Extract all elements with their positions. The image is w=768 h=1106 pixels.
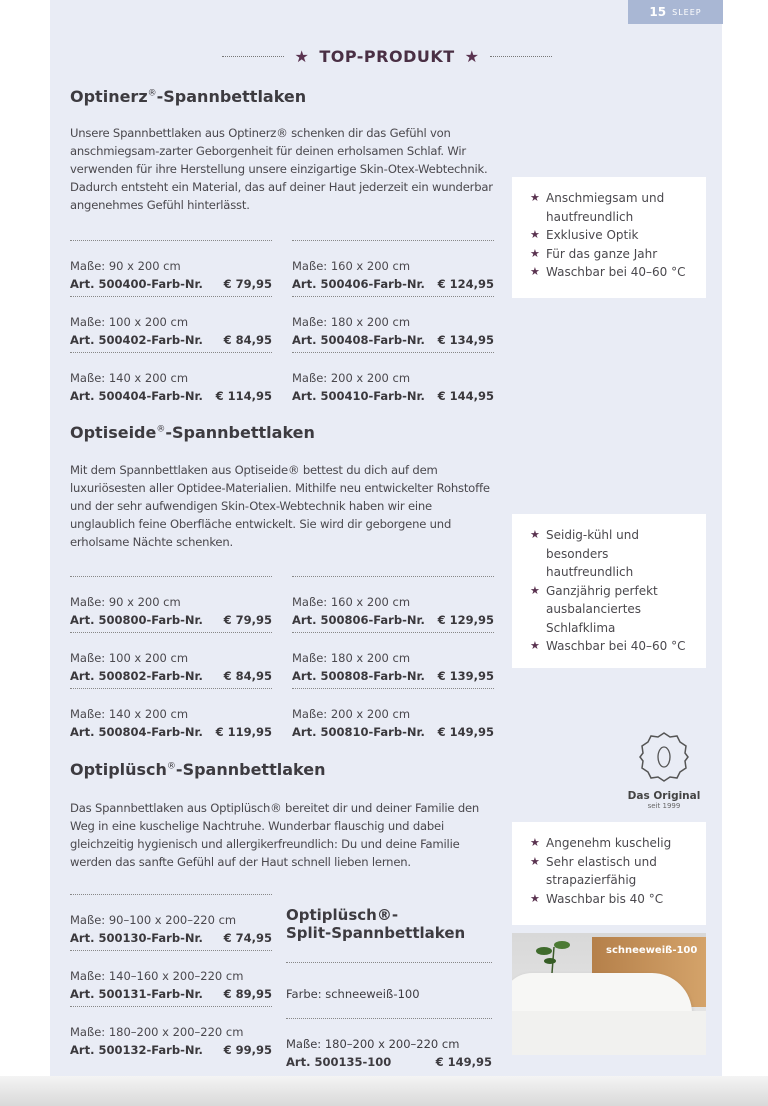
- title-text: Optinerz: [70, 87, 148, 106]
- price-row: [70, 352, 494, 408]
- feature-text: Seidig-kühl und besonders hautfreundlich: [546, 528, 639, 579]
- photo-label: schneeweiß-100: [606, 945, 698, 956]
- feature-text: Ganzjährig perfekt ausbalanciertes Schlafklima: [546, 583, 658, 635]
- star-icon: ★: [530, 265, 540, 278]
- article-number: Art. 500130-Farb-Nr.: [70, 931, 203, 945]
- article-number: Art. 500406-Farb-Nr.: [292, 277, 425, 291]
- price-row: [70, 950, 272, 1006]
- price: € 74,95: [223, 931, 272, 945]
- split-title-line1: Optiplüsch®-: [286, 906, 399, 924]
- size: Maße: 140 x 200 cm: [70, 707, 189, 721]
- size: Maße: 180 x 200 cm: [292, 651, 411, 665]
- top-product-header: [222, 47, 552, 66]
- price-table: [70, 576, 494, 744]
- price-table: [70, 240, 494, 408]
- article-number: Art. 500800-Farb-Nr.: [70, 613, 203, 627]
- feature-list: [530, 526, 696, 656]
- page-number: 15: [649, 5, 667, 19]
- size: Maße: 90 x 200 cm: [70, 595, 181, 609]
- article-line: [70, 723, 272, 741]
- price: € 119,95: [215, 725, 272, 739]
- star-icon: ★: [294, 47, 310, 66]
- feature-text: Exklusive Optik: [546, 228, 639, 242]
- price: € 79,95: [223, 613, 272, 627]
- price: € 124,95: [437, 277, 494, 291]
- price-cell: [292, 688, 494, 744]
- article-line: [292, 723, 494, 741]
- price-row: [70, 894, 272, 950]
- price-row: [70, 688, 494, 744]
- size: Maße: 90 x 200 cm: [70, 259, 181, 273]
- article-line: [70, 387, 272, 405]
- price-cell: [70, 950, 272, 1006]
- title-suffix: -Spannbettlaken: [156, 87, 307, 106]
- size: Maße: 160 x 200 cm: [292, 595, 411, 609]
- size: Maße: 100 x 200 cm: [70, 651, 189, 665]
- star-icon: ★: [530, 583, 540, 597]
- price-table: [70, 894, 272, 1062]
- price: € 139,95: [437, 669, 494, 683]
- price-row: [70, 632, 494, 688]
- original-seal: [627, 730, 701, 810]
- feature-box: [512, 822, 706, 925]
- feature-text: Für das ganze Jahr: [546, 246, 658, 261]
- star-icon: ★: [464, 47, 480, 66]
- price: € 114,95: [215, 389, 272, 403]
- article-line: [70, 929, 272, 947]
- article-number: Art. 500410-Farb-Nr.: [292, 389, 425, 403]
- price: € 134,95: [437, 333, 494, 347]
- seal-icon: [637, 730, 691, 784]
- size: Maße: 180 x 200 cm: [292, 315, 411, 329]
- size: Maße: 160 x 200 cm: [292, 259, 411, 273]
- feature-item: [530, 226, 696, 245]
- star-icon: ★: [530, 228, 540, 241]
- feature-text: Angenehm kuschelig: [546, 836, 672, 850]
- size: Maße: 140–160 x 200–220 cm: [70, 969, 244, 983]
- price-cell: [292, 296, 494, 352]
- star-icon: ★: [530, 854, 540, 868]
- split-title-line2: Split-Spannbettlaken: [286, 924, 466, 942]
- price-row: [70, 576, 494, 632]
- article-line: [292, 387, 494, 405]
- title-text: Optiseide: [70, 423, 157, 442]
- star-icon: ★: [530, 246, 540, 260]
- article-line: [70, 667, 272, 685]
- star-icon: ★: [530, 191, 540, 204]
- price: € 149,95: [437, 725, 494, 739]
- price: € 144,95: [437, 389, 494, 403]
- price-cell: [292, 632, 494, 688]
- feature-item: [530, 189, 696, 226]
- size: Maße: 180–200 x 200–220 cm: [70, 1025, 244, 1039]
- title-suffix: -Spannbettlaken: [165, 423, 315, 442]
- feature-text: Anschmiegsam und hautfreundlich: [546, 191, 665, 224]
- price-cell: [70, 632, 272, 688]
- seal-title: Das Original: [627, 790, 701, 802]
- article-number: Art. 500135-100: [286, 1055, 392, 1069]
- seal-since: seit 1999: [647, 802, 681, 810]
- plant-icon: [532, 937, 572, 973]
- title-suffix: -Spannbettlaken: [175, 760, 326, 779]
- feature-box: [512, 177, 706, 298]
- feature-item: [530, 637, 696, 656]
- price: € 89,95: [223, 987, 272, 1001]
- size: Maße: 200 x 200 cm: [292, 371, 411, 385]
- price-cell: [292, 352, 494, 408]
- article-line: [292, 331, 494, 349]
- section-name: SLEEP: [672, 7, 702, 17]
- price: € 99,95: [223, 1043, 272, 1057]
- product-title-optinerz: [70, 87, 306, 106]
- feature-text: Waschbar bei 40–60 °C: [546, 265, 686, 279]
- article-line: [70, 1041, 272, 1059]
- price: € 84,95: [223, 333, 272, 347]
- size: Maße: 140 x 200 cm: [70, 371, 189, 385]
- dotted-divider: [490, 56, 552, 57]
- feature-text: Waschbar bei 40–60 °C: [546, 639, 686, 653]
- article-line: [70, 985, 272, 1003]
- split-product-title: [286, 906, 492, 962]
- article-number: Art. 500804-Farb-Nr.: [70, 725, 203, 739]
- article-number: Art. 500131-Farb-Nr.: [70, 987, 203, 1001]
- price-cell: [70, 352, 272, 408]
- price-cell: [70, 296, 272, 352]
- star-icon: ★: [530, 836, 540, 849]
- star-icon: ★: [530, 639, 540, 652]
- article-number: Art. 500806-Farb-Nr.: [292, 613, 425, 627]
- size: Maße: 100 x 200 cm: [70, 315, 189, 329]
- feature-item: [530, 263, 696, 282]
- article-number: Art. 500404-Farb-Nr.: [70, 389, 203, 403]
- product-title-optiseide: [70, 423, 315, 442]
- split-price-cell: [286, 1018, 492, 1071]
- feature-list: [530, 189, 696, 282]
- article-number: Art. 500802-Farb-Nr.: [70, 669, 203, 683]
- registered-mark: ®: [156, 424, 166, 435]
- price-cell: [70, 688, 272, 744]
- feature-list: [530, 834, 696, 908]
- registered-mark: ®: [147, 88, 157, 99]
- article-number: Art. 500132-Farb-Nr.: [70, 1043, 203, 1057]
- product-description: Das Spannbettlaken aus Optiplüsch® bereitet dir und deiner Familie den Weg in eine kuschelige Nachtruhe. Wunderbar flauschig und dabei gleichzeitig hygienisch und allergikerfreundlich: Du und deine Familie werden das sanfte Gefühl auf der Haut schnell lieben lernen.: [70, 801, 480, 869]
- price: € 79,95: [223, 277, 272, 291]
- page-number-tab: [628, 0, 723, 24]
- article-line: [70, 275, 272, 293]
- price: € 149,95: [435, 1055, 492, 1069]
- size: Maße: 200 x 200 cm: [292, 707, 411, 721]
- split-product: [286, 906, 492, 1071]
- article-number: Art. 500400-Farb-Nr.: [70, 277, 203, 291]
- price-cell: [70, 576, 272, 632]
- size: Maße: 90–100 x 200–220 cm: [70, 913, 237, 927]
- split-color: Farbe: schneeweiß-100: [286, 962, 492, 1018]
- feature-item: [530, 245, 696, 264]
- price-row: [70, 296, 494, 352]
- feature-item: [530, 834, 696, 853]
- article-line: [292, 611, 494, 629]
- price: € 84,95: [223, 669, 272, 683]
- feature-text: Sehr elastisch und strapazierfähig: [546, 854, 657, 887]
- price-cell: [292, 240, 494, 296]
- price-cell: [70, 894, 272, 950]
- feature-item: [530, 890, 696, 909]
- registered-mark: ®: [166, 761, 176, 772]
- article-number: Art. 500810-Farb-Nr.: [292, 725, 425, 739]
- feature-item: [530, 582, 696, 638]
- feature-text: Waschbar bis 40 °C: [546, 891, 664, 906]
- article-line: [292, 275, 494, 293]
- size: Maße: 180–200 x 200–220 cm: [286, 1037, 460, 1051]
- star-icon: ★: [530, 528, 540, 541]
- article-number: Art. 500402-Farb-Nr.: [70, 333, 203, 347]
- price-cell: [70, 1006, 272, 1062]
- feature-item: [530, 526, 696, 582]
- product-description: Mit dem Spannbettlaken aus Optiseide® bettest du dich auf dem luxuriösesten aller Optidee-Materialien. Mithilfe neu entwickelter Rohstoffe und der sehr aufwendigen Skin-Otex-Webtechnik haben wir eine unglaublich feine Oberfläche entwickelt. Sie wird dir geborgene und erholsame Nächte schenken.: [70, 463, 490, 549]
- product-title-optipluesch: [70, 760, 325, 779]
- article-number: Art. 500808-Farb-Nr.: [292, 669, 425, 683]
- feature-item: [530, 853, 696, 890]
- product-photo: [512, 933, 706, 1055]
- price-row: [70, 240, 494, 296]
- bed-sheet: [512, 1011, 706, 1055]
- product-description: Unsere Spannbettlaken aus Optinerz® schenken dir das Gefühl von anschmiegsam-zarter Geborgenheit für deinen erholsamen Schlaf. Wir verwenden für ihre Herstellung unsere einzigartige Skin-Otex-Webtechnik. Dadurch entsteht ein Material, das auf deiner Haut jederzeit ein wunderbar angenehmes Gefühl hinterlässt.: [70, 126, 493, 212]
- price-cell: [292, 576, 494, 632]
- article-line: [292, 667, 494, 685]
- top-product-label: TOP-PRODUKT: [319, 47, 455, 66]
- star-icon: ★: [530, 891, 540, 905]
- feature-box: [512, 514, 706, 668]
- price-row: [70, 1006, 272, 1062]
- dotted-divider: [222, 56, 284, 57]
- article-line: [70, 331, 272, 349]
- title-text: Optiplüsch: [70, 760, 167, 779]
- price: € 129,95: [437, 613, 494, 627]
- bottom-bar: [0, 1076, 768, 1106]
- article-line: [70, 611, 272, 629]
- article-number: Art. 500408-Farb-Nr.: [292, 333, 425, 347]
- price-cell: [70, 240, 272, 296]
